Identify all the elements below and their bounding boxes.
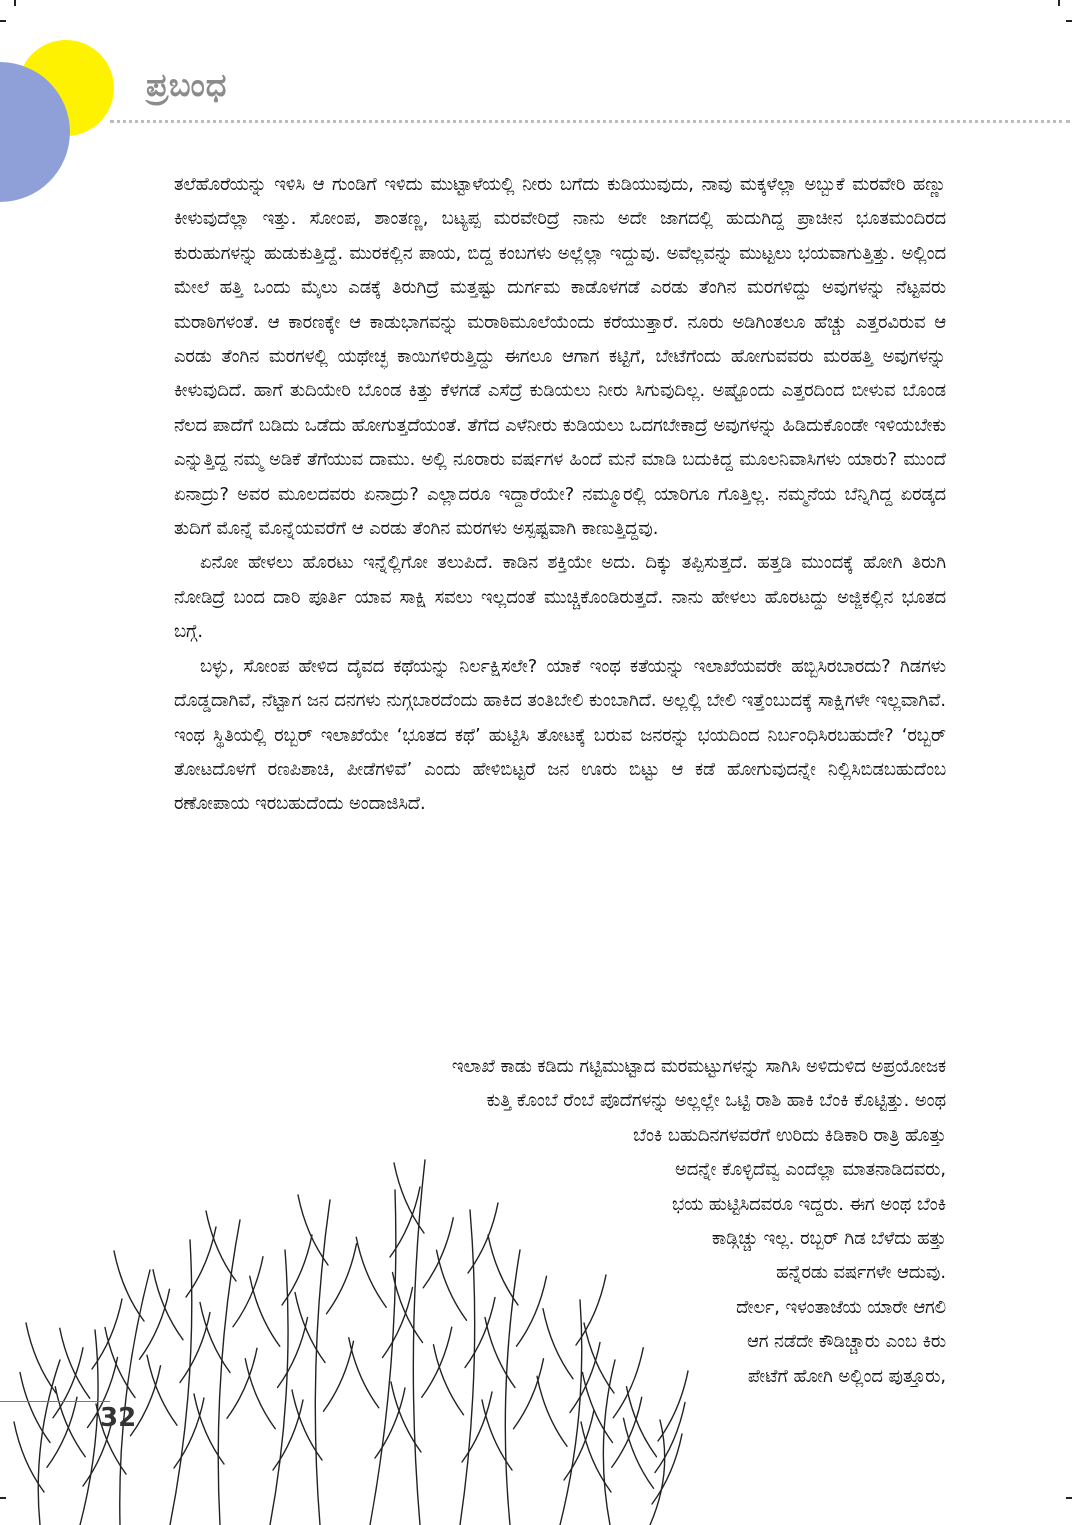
leaf-stroke <box>652 1434 682 1504</box>
page-number: 32 <box>100 1403 137 1433</box>
decorative-circles <box>0 0 150 220</box>
wrapped-line: ಬೆಂಕಿ ಬಹುದಿನಗಳವರೆಗೆ ಉರಿದು ಕಿಡಿಕಾರಿ ರಾತ್ರಿ ಹೊತ್ತು <box>633 1124 946 1146</box>
page-number-rule <box>0 1401 110 1402</box>
leaf-stroke <box>624 1418 654 1488</box>
tree-stem-stroke <box>80 1330 98 1525</box>
crop-mark-right-upper <box>1066 20 1072 22</box>
leaf-stroke <box>564 1410 594 1480</box>
leaf-stroke <box>324 1341 354 1411</box>
wrapped-line: ಹನ್ನೆರಡು ವರ್ಷಗಳೇ ಆದುವು. <box>776 1262 946 1284</box>
leaf-stroke <box>26 1323 56 1393</box>
leaf-stroke <box>200 1303 230 1373</box>
tree-stem-stroke <box>170 1240 192 1525</box>
leaf-stroke <box>47 1397 77 1467</box>
wrapped-line: ಅದನ್ನೇ ಕೊಳ್ಳಿದೆವ್ವ ಎಂದೆಲ್ಲಾ ಮಾತನಾಡಿದವರು, <box>675 1159 946 1181</box>
paragraph-3: ಬಳ್ಳು, ಸೋಂಪ ಹೇಳಿದ ದೈವದ ಕಥೆಯನ್ನು ನಿರ್ಲಕ್ಷಿಸಲೇ? ಯಾಕೆ ಇಂಥ ಕತೆಯನ್ನು ಇಲಾಖೆಯವರೇ ಹಬ್ಬಿಸಿರಬಾರದು? ಗಿಡಗಳು ದೊಡ್ಡದಾಗಿವೆ, ನೆಟ್ಟಾಗ ಜನ ದನಗಳು ನುಗ್ಗಬಾರದೆಂದು ಹಾಕಿದ ತಂತಿಬೇಲಿ ಕುಂಬಾಗಿದೆ. ಅಲ್ಲಲ್ಲಿ ಬೇಲಿ ಇತ್ತೆಂಬುದಕ್ಕೆ ಸಾಕ್ಷಿಗಳೇ ಇಲ್ಲವಾಗಿವೆ. ಇಂಥ ಸ್ಥಿತಿಯಲ್ಲಿ ರಬ್ಬರ್ ಇಲಾಖೆಯೇ ‘ಭೂತದ ಕಥೆ’ ಹುಟ್ಟಿಸಿ ತೋಟಕ್ಕೆ ಬರುವ ಜನರನ್ನು ಭಯದಿಂದ ನಿರ್ಬಂಧಿಸಿರಬಹುದೇ? ‘ರಬ್ಬರ್ ತೋಟದೊಳಗೆ ರಣಪಿಶಾಚಿ, ಪೀಡೆಗಳಿವೆ’ ಎಂದು ಹೇಳಿಬಿಟ್ಟರೆ ಜನ ಊರು ಬಿಟ್ಟು ಆ ಕಡೆ ಹೋಗುವುದನ್ನೇ ನಿಲ್ಲಿಸಿಬಿಡಬಹುದೆಂಬ ರಣೋಪಾಯ ಇರಬಹುದೆಂದು ಅಂದಾಜಿಸಿದೆ. <box>174 655 946 815</box>
leaf-stroke <box>349 1338 379 1408</box>
leaf-stroke <box>233 1257 263 1327</box>
dotted-divider <box>110 120 1070 123</box>
section-title: ಪ್ರಬಂಧ <box>146 66 228 104</box>
leaf-stroke <box>245 1359 275 1429</box>
wrapped-line: ಪೇಟೆಗೆ ಹೋಗಿ ಅಲ್ಲಿಂದ ಪುತ್ತೂರು, <box>747 1365 946 1387</box>
leaf-stroke <box>295 1293 325 1363</box>
leaf-stroke <box>327 1244 357 1314</box>
leaf-stroke <box>482 1400 512 1470</box>
tree-stem-stroke <box>413 1160 425 1525</box>
tree-stem-stroke <box>270 1250 288 1525</box>
leaf-stroke <box>356 1237 386 1307</box>
tree-stem-stroke <box>218 1220 240 1525</box>
leaf-stroke <box>114 1251 144 1321</box>
article-body <box>174 168 946 822</box>
paragraph-2: ಏನೋ ಹೇಳಲು ಹೊರಟು ಇನ್ನೆಲ್ಲಿಗೋ ತಲುಪಿದೆ. ಕಾಡಿನ ಶಕ್ತಿಯೇ ಅದು. ದಿಕ್ಕು ತಪ್ಪಿಸುತ್ತದೆ. ಹತ್ತಡಿ ಮುಂದಕ್ಕೆ ಹೋಗಿ ತಿರುಗಿ ನೋಡಿದ್ರೆ ಬಂದ ದಾರಿ ಪೂರ್ತಿ ಯಾವ ಸಾಕ್ಷಿ ಸವಲು ಇಲ್ಲದಂತೆ ಮುಚ್ಚಿಕೊಂಡಿರುತ್ತದೆ. ನಾನು ಹೇಳಲು ಹೊರಟದ್ದು ಅಜ್ಜಿಕಲ್ಲಿನ ಭೂತದ ಬಗ್ಗೆ. <box>174 552 946 643</box>
leaf-stroke <box>423 1218 453 1288</box>
wrapped-text <box>452 1050 946 1394</box>
leaf-stroke <box>278 1318 308 1388</box>
wrapped-line: ಕಾಡ್ಗಿಚ್ಚು ಇಲ್ಲ. ರಬ್ಬರ್ ಗಿಡ ಬೆಳೆದು ಹತ್ತು <box>711 1228 946 1250</box>
wrapped-line: ಆಗ ನಡೆದೇ ಕೌಡಿಚ್ಚಾರು ಎಂಬ ಕಿರು <box>747 1331 946 1353</box>
leaf-stroke <box>60 1328 90 1398</box>
leaf-stroke <box>140 1289 170 1359</box>
leaf-stroke <box>462 1392 492 1462</box>
crop-mark-top-right <box>1058 0 1060 6</box>
leaf-stroke <box>174 1398 204 1468</box>
leaf-stroke <box>147 1355 177 1425</box>
leaf-stroke <box>391 1382 421 1452</box>
leaf-stroke <box>273 1400 303 1470</box>
wrapped-line: ಇಲಾಖೆ ಕಾಡು ಕಡಿದು ಗಟ್ಟಿಮುಟ್ಟಾದ ಮರಮಟ್ಟುಗಳನ್ನು ಸಾಗಿಸಿ ಅಳಿದುಳಿದ ಅಪ್ರಯೋಜಕ <box>451 1056 946 1077</box>
tree-stem-stroke <box>38 1360 60 1525</box>
leaf-stroke <box>20 1373 50 1443</box>
wrapped-line: ಭಯ ಹುಟ್ಟಿಸಿದವರೂ ಇದ್ದರು. ಈಗ ಅಂಥ ಬೆಂಕಿ <box>672 1193 946 1215</box>
leaf-stroke <box>383 1288 413 1358</box>
crop-mark-right-lower <box>1066 1497 1072 1499</box>
wrapped-line: ದೇರ್ಲ, ಇಳಂತಾಜೆಯ ಯಾರೇ ಆಗಲಿ <box>736 1296 946 1318</box>
wrapped-line: ಕುತ್ತಿ ಕೊಂಬೆ ರೆಂಬೆ ಪೊದೆಗಳನ್ನು ಅಲ್ಲಲ್ಲೇ ಒಟ್ಟಿ ರಾಶಿ ಹಾಕಿ ಬೆಂಕಿ ಕೊಟ್ಟಿತ್ತು. ಅಂಥ <box>486 1090 946 1112</box>
leaf-stroke <box>655 1403 685 1473</box>
leaf-stroke <box>375 1388 405 1458</box>
paragraph-1: ತಲೆಹೊರೆಯನ್ನು ಇಳಿಸಿ ಆ ಗುಂಡಿಗೆ ಇಳಿದು ಮುಟ್ಟಾಳೆಯಲ್ಲಿ ನೀರು ಬಗೆದು ಕುಡಿಯುವುದು, ನಾವು ಮಕ್ಕಳೆಲ್ಲಾ ಅಬ್ಬುಕೆ ಮರವೇರಿ ಹಣ್ಣು ಕೀಳುವುದೆಲ್ಲಾ ಇತ್ತು. ಸೋಂಪ, ಶಾಂತಣ್ಣ, ಬಟ್ಯಪ್ಪ ಮರವೇರಿದ್ರೆ ನಾನು ಅದೇ ಜಾಗದಲ್ಲಿ ಹುದುಗಿದ್ದ ಪ್ರಾಚೀನ ಭೂತಮಂದಿರದ ಕುರುಹುಗಳನ್ನು ಹುಡುಕುತ್ತಿದ್ದೆ. ಮುರಕಲ್ಲಿನ ಪಾಯ, ಬಿದ್ದ ಕಂಬಗಳು ಅಲ್ಲೆಲ್ಲಾ ಇದ್ದುವು. ಅವೆಲ್ಲವನ್ನು ಮುಟ್ಟಲು ಭಯವಾಗುತ್ತಿತ್ತು. ಅಲ್ಲಿಂದ ಮೇಲೆ ಹತ್ತಿ ಒಂದು ಮೈಲು ಎಡಕ್ಕೆ ತಿರುಗಿದ್ರೆ ಮತ್ತಷ್ಟು ದುರ್ಗಮ ಕಾಡೊಳಗಡೆ ಎರಡು ತೆಂಗಿನ ಮರಗಳಿದ್ದು ಅವುಗಳನ್ನು ನೆಟ್ಟವರು ಮರಾಠಿಗಳಂತೆ. ಆ ಕಾರಣಕ್ಕೇ ಆ ಕಾಡುಭಾಗವನ್ನು ಮರಾಠಿಮೂಲೆಯೆಂದು ಕರೆಯುತ್ತಾರೆ. ನೂರು ಅಡಿಗಿಂತಲೂ ಹೆಚ್ಚು ಎತ್ತರವಿರುವ ಆ ಎರಡು ತೆಂಗಿನ ಮರಗಳಲ್ಲಿ ಯಥೇಚ್ಛ ಕಾಯಿಗಳಿರುತ್ತಿದ್ದು ಈಗಲೂ ಆಗಾಗ ಕಟ್ಟಿಗೆ, ಬೇಟೆಗೆಂದು ಹೋಗುವವರು ಮರಹತ್ತಿ ಅವುಗಳನ್ನು ಕೀಳುವುದಿದೆ. ಹಾಗೆ ತುದಿಯೇರಿ ಬೊಂಡ ಕಿತ್ತು ಕೆಳಗಡೆ ಎಸೆದ್ರೆ ಕುಡಿಯಲು ನೀರು ಸಿಗುವುದಿಲ್ಲ. ಅಷ್ಟೊಂದು ಎತ್ತರದಿಂದ ಬೀಳುವ ಬೊಂಡ ನೆಲದ ಪಾದೆಗೆ ಬಡಿದು ಒಡೆದು ಹೋಗುತ್ತದೆಯಂತೆ. ತೆಗೆದ ಎಳೆನೀರು ಕುಡಿಯಲು ಒದಗಬೇಕಾದ್ರೆ ಅವುಗಳನ್ನು ಹಿಡಿದುಕೊಂಡೇ ಇಳಿಯಬೇಕು ಎನ್ನುತ್ತಿದ್ದ ನಮ್ಮ ಅಡಿಕೆ ತೆಗೆಯುವ ದಾಮು. ಅಲ್ಲಿ ನೂರಾರು ವರ್ಷಗಳ ಹಿಂದೆ ಮನೆ ಮಾಡಿ ಬದುಕಿದ್ದ ಮೂಲನಿವಾಸಿಗಳು ಯಾರು? ಮುಂದೆ ಏನಾದ್ರು? ಅವರ ಮೂಲದವರು ಏನಾದ್ರು? ಎಲ್ಲಾದರೂ ಇದ್ದಾರೆಯೇ? ನಮ್ಮೂರಲ್ಲಿ ಯಾರಿಗೂ ಗೊತ್ತಿಲ್ಲ. ನಮ್ಮನೆಯ ಬೆನ್ನಿಗಿದ್ದ ಏರಡ್ಕದ ತುದಿಗೆ ಮೊನ್ನೆ ಮೊನ್ನೆಯವರೆಗೆ ಆ ಎರಡು ತೆಂಗಿನ ಮರಗಳು ಅಸ್ಪಷ್ಟವಾಗಿ ಕಾಣುತ್ತಿದ್ದವು. <box>174 174 946 540</box>
